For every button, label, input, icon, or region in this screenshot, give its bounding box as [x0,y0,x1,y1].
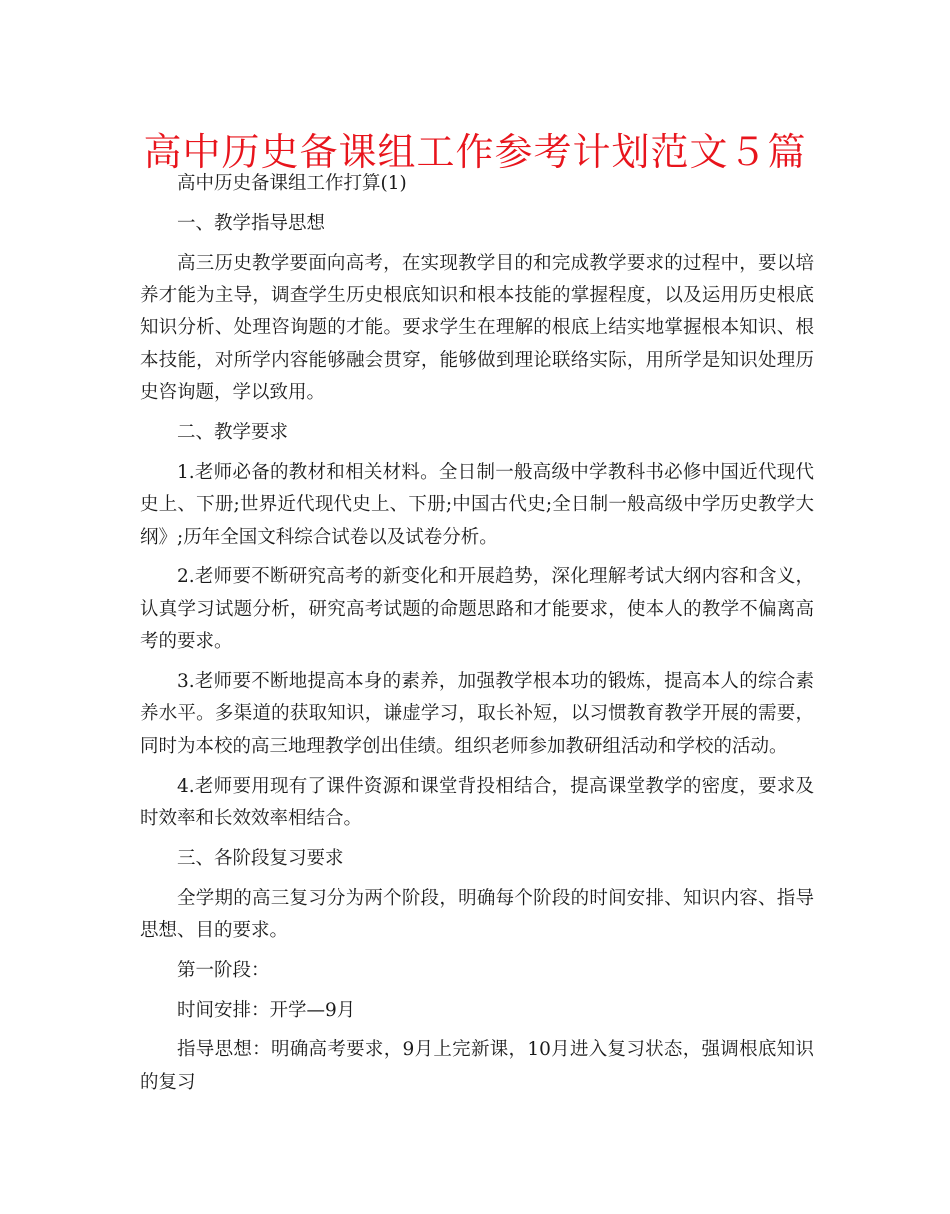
body-paragraph: 1.老师必备的教材和相关材料。全日制一般高级中学教科书必修中国近代现代史上、下册;世界近代现代史上、下册;中国古代史;全日制一般高级中学历史教学大纲》;历年全国文科综合试卷以及试卷分析。 [140,461,814,548]
section-heading-3: 三、各阶段复习要求 [177,847,344,869]
body-paragraph: 2.老师要不断研究高考的新变化和开展趋势，深化理解考试大纲内容和含义，认真学习试题分析，研究高考试题的命题思路和才能要求，使本人的教学不偏离高考的要求。 [140,566,814,653]
section-subtitle: 高中历史备课组工作打算(1) [177,173,407,194]
body-paragraph: 4.老师要用现有了课件资源和课堂背投相结合，提高课堂教学的密度，要求及时效率和长效效率相结合。 [140,775,814,830]
body-paragraph: 全学期的高三复习分为两个阶段，明确每个阶段的时间安排、知识内容、指导思想、目的要求。 [140,887,814,942]
body-paragraph: 时间安排：开学—9月 [177,999,356,1021]
document-body [140,168,814,1099]
stage-label: 第一阶段： [177,959,270,981]
section-heading-1: 一、教学指导思想 [177,212,326,234]
document-title: 高中历史备课组工作参考计划范文５篇 [143,130,807,174]
body-paragraph: 高三历史教学要面向高考，在实现教学目的和完成教学要求的过程中，要以培养才能为主导，调查学生历史根底知识和根本技能的掌握程度，以及运用历史根底知识分析、处理咨询题的才能。要求学生在理解的根底上结实地掌握根本知识、根本技能，对所学内容能够融会贯穿，能够做到理论联络实际，用所学是知识处理历史咨询题，学以致用。 [140,252,814,404]
section-heading-2: 二、教学要求 [177,422,289,444]
body-paragraph: 指导思想：明确高考要求，9月上完新课，10月进入复习状态，强调根底知识的复习 [140,1039,814,1093]
body-paragraph: 3.老师要不断地提高本身的素养，加强教学根本功的锻炼，提高本人的综合素养水平。多渠道的获取知识，谦虚学习，取长补短，以习惯教育教学开展的需要，同时为本校的高三地理教学创出佳绩。组织老师参加教研组活动和学校的活动。 [140,671,814,757]
